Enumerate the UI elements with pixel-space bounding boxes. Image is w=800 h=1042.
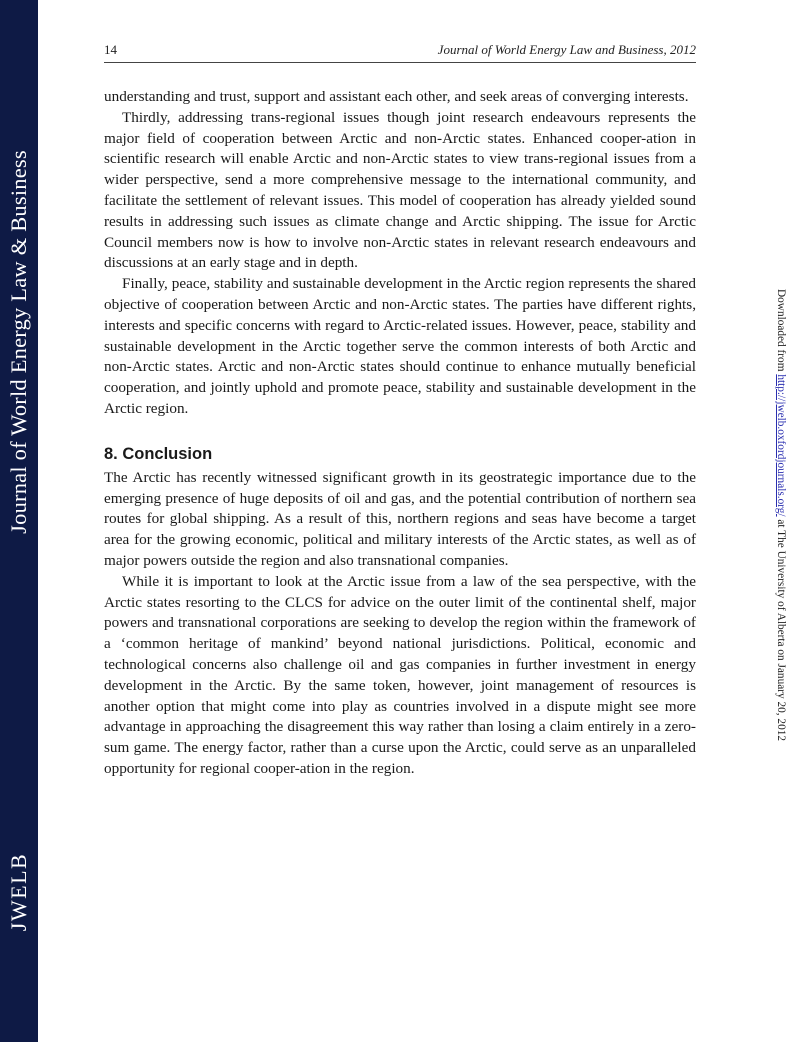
journal-spine [0, 0, 38, 1042]
page-number: 14 [104, 42, 117, 57]
section-heading: 8. Conclusion [104, 444, 213, 463]
download-note [775, 289, 787, 741]
download-note-suffix: at The University of Alberta on January 20, 2012 [775, 519, 787, 742]
running-head: Journal of World Energy Law and Business, 2012 [437, 42, 696, 57]
download-source-link[interactable]: http://jwelb.oxfordjournals.org/ [775, 374, 787, 517]
body-paragraph: The Arctic has recently witnessed significant growth in its geostrategic importance due to the emerging presence of huge deposits of oil and gas, and the potential contribution of northern sea routes for global shipping. As a result of this, northern regions and seas have become a target area for the growing economic, political and military interests of the Arctic states, as well as of major powers outside the region and also transnational companies. [104, 468, 696, 569]
spine-abbreviation: JWELB [6, 852, 31, 932]
body-paragraph: While it is important to look at the Arctic issue from a law of the sea perspective, with the Arctic states resorting to the CLCS for advice on the outer limit of the continental shelf, major powers and transnational corporations are seeking to develop the region within the framework of a ‘common heritage of mankind’ beyond national jurisdictions. Political, economic and technological concerns also challenge oil and gas companies in further investment in energy development in the Arctic. By the same token, however, joint management of resources is another option that might come into play as countries involved in a dispute might see more advantage in approaching the disagreement this way rather than losing a claim entirely in a zero-sum game. The energy factor, rather than a curse upon the Arctic, could serve as an unparalleled opportunity for regional cooper-ation in the region. [104, 572, 696, 777]
spine-journal-title: Journal of World Energy Law & Business [6, 150, 31, 534]
article-body [104, 87, 696, 780]
download-note-prefix: Downloaded from [775, 288, 787, 372]
header-rule [104, 62, 696, 63]
body-paragraph: Finally, peace, stability and sustainable development in the Arctic region represents the shared objective of cooperation between Arctic and non-Arctic states. The parties have different rights, interests and specific concerns with regard to Arctic-related issues. However, peace, stability and sustainable development in the Arctic together serve the common interests of both Arctic and non-Arctic states. Arctic and non-Arctic states should continue to enhance mutually beneficial cooperation, and jointly uphold and promote peace, stability and sustainable development in the Arctic region. [104, 275, 696, 417]
body-paragraph: Thirdly, addressing trans-regional issues though joint research endeavours represents the major field of cooperation between Arctic and non-Arctic states. Enhanced cooper-ation in scientific research will enable Arctic and non-Arctic states to view trans-regional issues from a wider perspective, send a more comprehensive message to the international community, and facilitate the settlement of relevant issues. This model of cooperation has already yielded sound results in addressing such issues as climate change and Arctic shipping. The issue for Arctic Council members now is how to involve non-Arctic states in relevant research endeavours and discussions at an early stage and in depth. [104, 108, 696, 272]
body-paragraph: understanding and trust, support and assistant each other, and seek areas of converging interests. [104, 88, 689, 105]
